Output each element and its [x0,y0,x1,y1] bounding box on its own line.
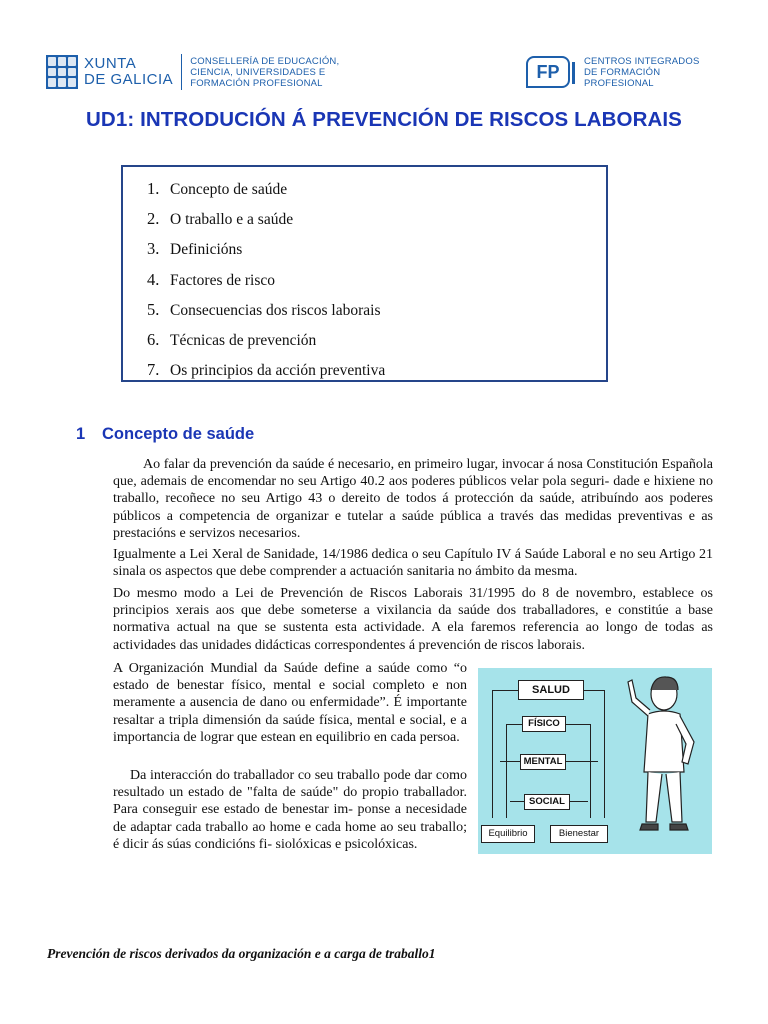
toc-item [147,236,385,266]
diagram-connector [564,724,590,725]
toc-label: Consecuencias dos riscos laborais [170,301,381,319]
section-heading [76,425,254,444]
toc-item [147,206,385,236]
diagram-connector [506,724,522,725]
centros-line-3: PROFESIONAL [584,77,654,89]
diagram-connector [500,761,520,762]
toc-item [147,327,385,357]
toc-number: 2. [147,209,160,229]
fp-logo-bar [572,62,575,84]
header-divider [181,54,182,90]
toc-item [147,357,385,387]
diagram-connector [590,724,591,818]
salud-diagram [478,668,712,854]
table-of-contents [121,165,608,382]
fisico-box: FÍSICO [522,716,566,732]
fp-logo-text: FP [536,61,560,82]
mental-box: MENTAL [520,754,566,770]
page-footer: Prevención de riscos derivados da organización e a carga de traballo1 [47,946,436,961]
diagram-connector [492,690,518,691]
toc-number: 5. [147,299,160,319]
paragraph-lei-prl: Do mesmo modo a Lei de Prevención de Riscos Laborais 31/1995 do 8 de novembro, establece os principios xerais aos que debe someterse a vixilancia da saúde dos traballadores, e constitúe a base normativa actual na que se sustenta esta actividade. A ela faremos referencia ao longo de todas as actividades das unidades didácticas correspondentes á prevención de riscos laborais. [113,586,713,653]
toc-number: 1. [147,179,160,198]
toc-label: Definicións [170,241,243,259]
social-box: SOCIAL [524,794,570,810]
centros-line-1: CENTROS INTEGRADOS [584,55,700,67]
toc-item [147,297,385,327]
paragraph-interaccion: Da interacción do traballador co seu traballo pode dar como resultado un estado de "falta de saúde" do propio traballador. Para conseguir ese estado de benestar im- ponse a necesidade de adaptar cada traballo ao home e cada home ao seu traballo; é dicir ás súas condicións fi- siolóxicas e psicolóxicas. [113,768,467,852]
fp-logo-block [526,54,700,90]
xunta-line-1: XUNTA [84,55,137,72]
centros-line-2: DE FORMACIÓN [584,66,661,78]
fp-logo-icon [526,56,570,88]
toc-number: 3. [147,239,160,259]
centros-name [584,56,700,89]
conselleria-name [190,56,339,89]
galicia-seal-icon [46,55,78,89]
paragraph-lei-sanidade: Igualmente a Lei Xeral de Sanidade, 14/1986 dedica o seu Capítulo IV á Saúde Laboral e no seu Artigo 21 sinala os aspectos que debe comprender a actuación sanitaria no ámbito da mesma. [113,547,713,580]
xunta-line-2: DE GALICIA [84,71,174,88]
diagram-connector [604,690,605,818]
xunta-wordmark [84,56,173,88]
page-title: UD1: INTRODUCIÓN Á PREVENCIÓN DE RISCOS LABORAIS [86,108,682,131]
conselleria-line-1: CONSELLERÍA DE EDUCACIÓN, [190,55,340,67]
toc-label: Técnicas de prevención [170,331,317,349]
diagram-connector [510,801,524,802]
toc-number: 6. [147,329,160,349]
section-number: 1 [76,425,86,443]
toc-item [147,176,385,206]
paragraph-oms: A Organización Mundial da Saúde define a saúde como “o estado de benestar físico, mental e social completo e non meramente a ausencia de dano ou enfermidade”. É importante resaltar a tripla dimensión da saúde física, mental e social, e a importancia de lograr que estean en equilibrio en cada persoa. [113,661,467,745]
bienestar-box: Bienestar [550,825,608,843]
diagram-connector [568,801,588,802]
toc-label: Os principios da acción preventiva [170,362,386,380]
toc-number: 4. [147,269,160,289]
toc-item [147,267,385,297]
diagram-connector [582,690,604,691]
equilibrio-box: Equilibrio [481,825,535,843]
toc-number: 7. [147,360,160,380]
diagram-connector [564,761,598,762]
diagram-connector [506,724,507,818]
section-title: Concepto de saúde [102,425,255,443]
salud-box: SALUD [518,680,584,700]
toc-label: Factores de risco [170,271,276,289]
diagram-connector [492,690,493,818]
xunta-logo [46,53,339,91]
conselleria-line-2: CIENCIA, UNIVERSIDADES E [190,66,326,78]
toc-label: Concepto de saúde [170,181,288,198]
paragraph-constitucion: Ao falar da prevención da saúde é necesario, en primeiro lugar, invocar á nosa Constitución Española que, ademais de encomendar no seu Artigo 40.2 aos poderes públicos velar pola seguri- dade e hixiene no traballo, recoñece no seu Artigo 43 o dereito de todos á protección da saúde, atribuíndo aos poderes públicos a competencia de organizar e tutelar a saúde pública a través das medidas preventivas e as prestacións e servizos necesarios. [113,457,713,541]
person-illustration [618,672,710,852]
conselleria-line-3: FORMACIÓN PROFESIONAL [190,77,323,89]
toc-label: O traballo e a saúde [170,211,294,229]
